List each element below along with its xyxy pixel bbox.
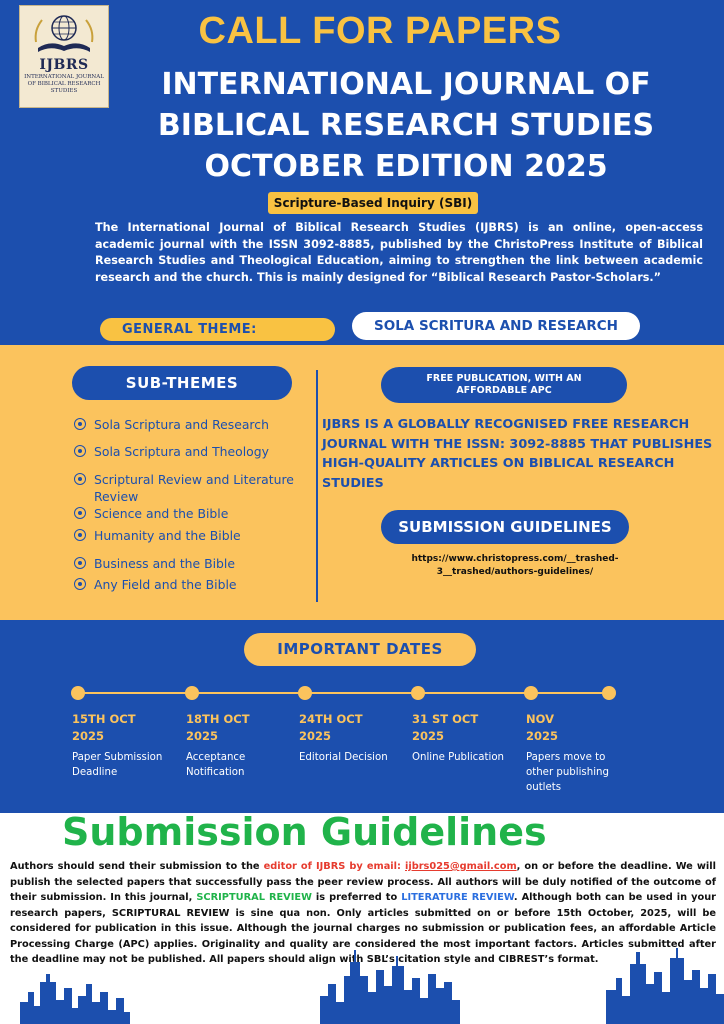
timeline-dot xyxy=(602,686,616,700)
radio-bullet-icon xyxy=(74,529,86,541)
radio-bullet-icon xyxy=(74,473,86,485)
sub-theme-item: Science and the Bible xyxy=(74,505,299,522)
sub-theme-item: Sola Scriptura and Theology xyxy=(74,443,299,460)
timeline-dot xyxy=(185,686,199,700)
literature-review-highlight: LITERATURE REVIEW xyxy=(401,892,514,903)
url-line-2[interactable]: 3__trashed/authors-guidelines/ xyxy=(436,567,594,577)
sbi-tag: Scripture-Based Inquiry (SBI) xyxy=(268,192,478,214)
general-theme-value: SOLA SCRITURA AND RESEARCH xyxy=(352,312,640,340)
sub-themes-label: SUB-THEMES xyxy=(72,366,292,400)
logo-acronym: IJBRS xyxy=(39,57,89,73)
url-line-1[interactable]: https://www.christopress.com/__trashed- xyxy=(411,554,619,564)
sub-theme-item: Business and the Bible xyxy=(74,555,299,572)
timeline-description: Editorial Decision xyxy=(299,752,388,763)
timeline-description: Acceptance Notification xyxy=(186,752,246,778)
timeline-date: 15TH OCT 2025 xyxy=(72,712,136,743)
open-book-globe-icon xyxy=(32,12,96,56)
sub-theme-item: Scriptural Review and Literature Review xyxy=(74,471,299,505)
free-publication-label xyxy=(381,367,627,403)
submission-guidelines-url[interactable] xyxy=(400,553,630,579)
timeline-dot xyxy=(298,686,312,700)
intro-paragraph: The International Journal of Biblical Research Studies (IJBRS) is an online, open-access academic journal with the ISSN 3092-8885, published by the ChristoPress Institute of Biblical Research Studies and Theological Education, aiming to strengthen the link between academic research and the church. This is mainly designed for “Biblical Research Pastor-Scholars.” xyxy=(95,221,703,284)
sub-theme-item: Humanity and the Bible xyxy=(74,527,299,544)
city-skyline-icon xyxy=(606,944,724,1024)
timeline-dot xyxy=(524,686,538,700)
timeline-description: Paper Submission Deadline xyxy=(72,752,163,778)
logo-subtitle: INTERNATIONAL JOURNAL OF BIBLICAL RESEARCH STUDIES xyxy=(24,74,104,94)
journal-title-line-2: BIBLICAL RESEARCH STUDIES xyxy=(157,108,655,143)
radio-bullet-icon xyxy=(74,418,86,430)
sub-theme-item: Sola Scriptura and Research xyxy=(74,416,299,433)
sub-theme-item: Any Field and the Bible xyxy=(74,576,299,593)
radio-bullet-icon xyxy=(74,557,86,569)
timeline-date: 31 ST OCT 2025 xyxy=(412,712,479,743)
editor-label: editor of IJBRS by email: xyxy=(263,861,405,872)
radio-bullet-icon xyxy=(74,507,86,519)
radio-bullet-icon xyxy=(74,578,86,590)
journal-title-line-1: INTERNATIONAL JOURNAL OF xyxy=(161,67,651,102)
timeline-description: Papers move to other publishing outlets xyxy=(526,752,609,793)
submission-guidelines-label: SUBMISSION GUIDELINES xyxy=(381,510,629,544)
call-for-papers-heading: CALL FOR PAPERS xyxy=(198,10,562,52)
guidelines-paragraph: Authors should send their submission to the editor of IJBRS by email: ijbrs025@gmail.com, on or before the deadline. We will publish the selected papers that successfully pass the peer review process. All authors will be duly notified of the outcome of their submission. In this journal, SCRIPTURAL REVIEW is preferred to LITERATURE REVIEW. Although both can be used in your research papers, SCRIPTURAL REVIEW is sine qua non. Only articles submitted on or before 15th October, 2025, will be considered for publication in this issue. Although the journal charges no submission or publication fees, an affordable Article Processing Charge (APC) applies. Originality and quality are considered the most important factors. Articles submitted after the deadline may not be published. All papers should align with SBL’s citation style and CIBREST’s format. xyxy=(10,861,717,965)
city-skyline-icon xyxy=(320,946,460,1024)
journal-title-line-3: OCTOBER EDITION 2025 xyxy=(204,149,608,184)
general-theme-label: GENERAL THEME: xyxy=(100,318,335,341)
timeline-dot xyxy=(411,686,425,700)
timeline-date: 24TH OCT 2025 xyxy=(299,712,363,743)
timeline-dot xyxy=(71,686,85,700)
editor-email-link[interactable]: ijbrs025@gmail.com xyxy=(405,861,517,872)
radio-bullet-icon xyxy=(74,445,86,457)
free-publication-line-2: AFFORDABLE APC xyxy=(456,385,552,396)
free-publication-line-1: FREE PUBLICATION, WITH AN xyxy=(426,373,582,384)
timeline-date: 18TH OCT 2025 xyxy=(186,712,250,743)
timeline-description: Online Publication xyxy=(412,752,505,763)
city-skyline-icon xyxy=(20,962,130,1024)
timeline-date: NOV 2025 xyxy=(526,712,559,743)
section-divider xyxy=(316,370,318,602)
important-dates-label: IMPORTANT DATES xyxy=(244,633,476,666)
submission-guidelines-title: Submission Guidelines xyxy=(62,810,547,854)
free-publication-statement: IJBRS IS A GLOBALLY RECOGNISED FREE RESEARCH JOURNAL WITH THE ISSN: 3092-8885 THAT PUBLISHES HIGH-QUALITY ARTICLES ON BIBLICAL RESEARCH STUDIES xyxy=(322,417,713,491)
scriptural-review-highlight: SCRIPTURAL REVIEW xyxy=(196,892,312,903)
journal-title xyxy=(95,64,717,187)
